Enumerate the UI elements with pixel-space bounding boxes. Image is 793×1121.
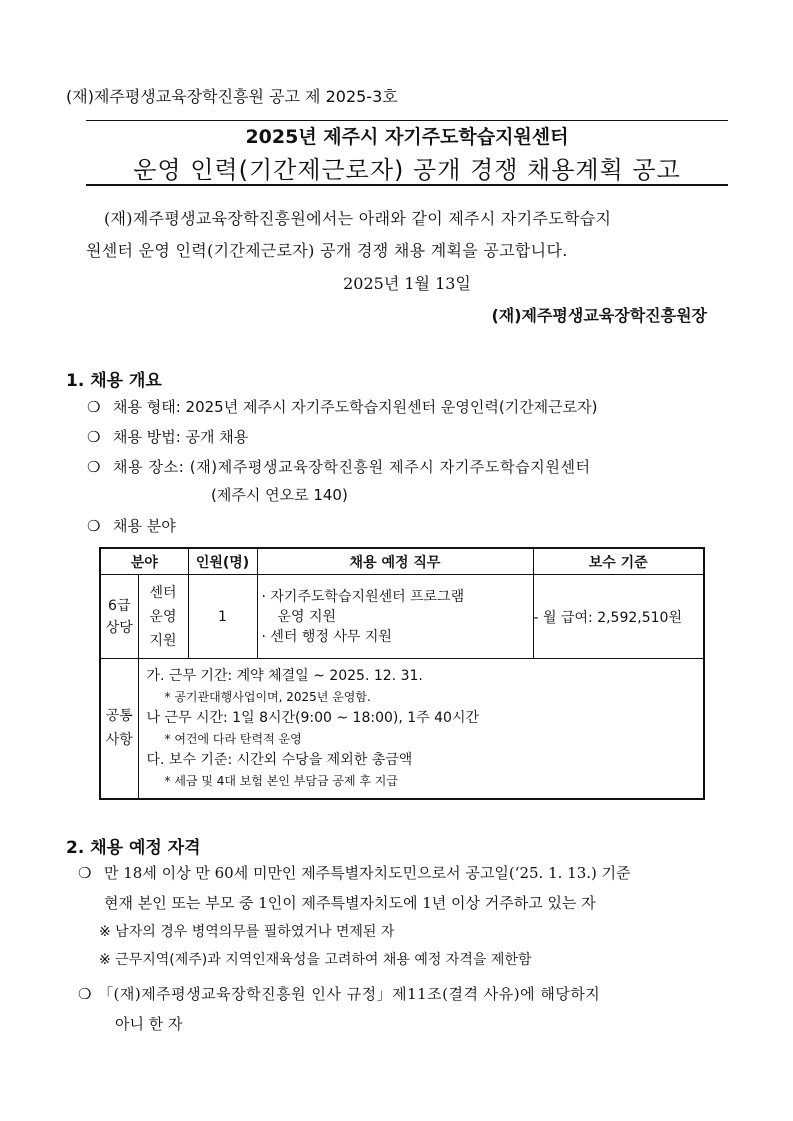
col-header-count: 인원(명) [188, 548, 257, 575]
field-line3: 지원 [149, 632, 177, 649]
count-cell: 1 [188, 575, 257, 659]
field-cell [138, 575, 188, 659]
intro-line1: (재)제주평생교육장학진흥원에서는 아래와 같이 제주시 자기주도학습지 [104, 209, 612, 228]
common-note: * 공기관대행사업이며, 2025년 운영함. [164, 690, 371, 705]
disqualification-line1: 「(재)제주평생교육장학진흥원 인사 규정」제11조(결격 사유)에 해당하지 [98, 985, 601, 1003]
section1-heading: 1. 채용 개요 [66, 371, 162, 391]
qualification-line2: 현재 본인 또는 부모 중 1인이 제주특별자치도에 1년 이상 거주하고 있는 자 [104, 894, 596, 912]
bullet-icon: ❍ [78, 985, 92, 1003]
employment-place: 채용 장소: (재)제주평생교육장학진흥원 제주시 자기주도학습지원센터 [113, 458, 591, 476]
duty-line1: · 자기주도학습지원센터 프로그램 [261, 588, 465, 605]
qualification-note2: ※ 근무지역(제주)과 지역인재육성을 고려하여 채용 예정 자격을 제한함 [99, 952, 532, 968]
disqualification-line2: 아니 한 자 [115, 1015, 183, 1033]
common-label-line2: 사항 [105, 732, 133, 749]
col-header-duty: 채용 예정 직무 [257, 548, 533, 575]
table-row [100, 575, 704, 659]
intro-line2: 원센터 운영 인력(기간제근로자) 공개 경쟁 채용 계획을 공고합니다. [86, 241, 568, 260]
title-top-rule [86, 120, 728, 121]
employment-type: 채용 형태: 2025년 제주시 자기주도학습지원센터 운영인력(기간제근로자) [113, 398, 598, 416]
common-label-line1: 공통 [105, 708, 133, 725]
grade-cell [100, 575, 138, 659]
duty-line3: · 센터 행정 사무 지원 [261, 628, 392, 645]
col-header-pay: 보수 기준 [533, 548, 704, 575]
bullet-icon: ❍ [87, 398, 101, 416]
notice-date: 2025년 1월 13일 [343, 274, 471, 293]
common-pay-basis: 다. 보수 기준: 시간외 수당을 제외한 총금액 [146, 752, 413, 769]
field-line2: 운영 [149, 608, 177, 625]
section2-heading: 2. 채용 예정 자격 [66, 838, 201, 858]
section2-item-1 [78, 862, 631, 883]
bullet-icon: ❍ [87, 428, 101, 446]
notice-number: (재)제주평생교육장학진흥원 공고 제 2025-3호 [66, 87, 398, 106]
qualification-line1: 만 18세 이상 만 60세 미만인 제주특별자치도민으로서 공고일(‘25. 1. 13.) 기준 [104, 864, 631, 882]
title-line1: 2025년 제주시 자기주도학습지원센터 [245, 126, 569, 148]
field-line1: 센터 [149, 584, 177, 601]
section1-item-3 [87, 456, 591, 477]
common-label-cell [100, 659, 138, 799]
common-content-cell [138, 659, 704, 799]
col-header-field: 분야 [100, 548, 188, 575]
employment-method: 채용 방법: 공개 채용 [113, 428, 249, 446]
qualification-note1: ※ 남자의 경우 병역의무를 필하였거나 면제된 자 [99, 924, 395, 940]
employment-field-label: 채용 분야 [113, 517, 176, 535]
duty-cell [257, 575, 533, 659]
grade-line1: 6급 [108, 597, 131, 614]
section1-item-2 [87, 426, 248, 447]
bullet-icon: ❍ [87, 458, 102, 476]
table-row-common [100, 659, 704, 799]
duty-line2: 운영 지원 [277, 608, 337, 625]
bullet-icon: ❍ [78, 864, 92, 882]
pay-cell: - 월 급여: 2,592,510원 [533, 575, 704, 659]
grade-line2: 상당 [105, 619, 133, 636]
title-bottom-rule [86, 184, 728, 186]
common-work-period: 가. 근무 기간: 계약 체결일 ~ 2025. 12. 31. [146, 668, 423, 685]
section1-item-5 [87, 515, 176, 536]
common-note: * 세금 및 4대 보험 본인 부담금 공제 후 지급 [164, 774, 398, 789]
page-title: 운영 인력(기간제근로자) 공개 경쟁 채용계획 공고 [133, 156, 681, 184]
recruitment-table [99, 547, 705, 800]
signer: (재)제주평생교육장학진흥원장 [491, 306, 707, 325]
common-note: * 여건에 다라 탄력적 운영 [164, 732, 302, 747]
table-header-row [100, 548, 704, 575]
common-work-hours: 나 근무 시간: 1일 8시간(9:00 ~ 18:00), 1주 40시간 [146, 710, 480, 727]
section2-item-2 [78, 983, 600, 1004]
section1-item-1 [87, 396, 598, 417]
bullet-icon: ❍ [87, 517, 101, 535]
employment-address: (제주시 연오로 140) [211, 486, 348, 504]
